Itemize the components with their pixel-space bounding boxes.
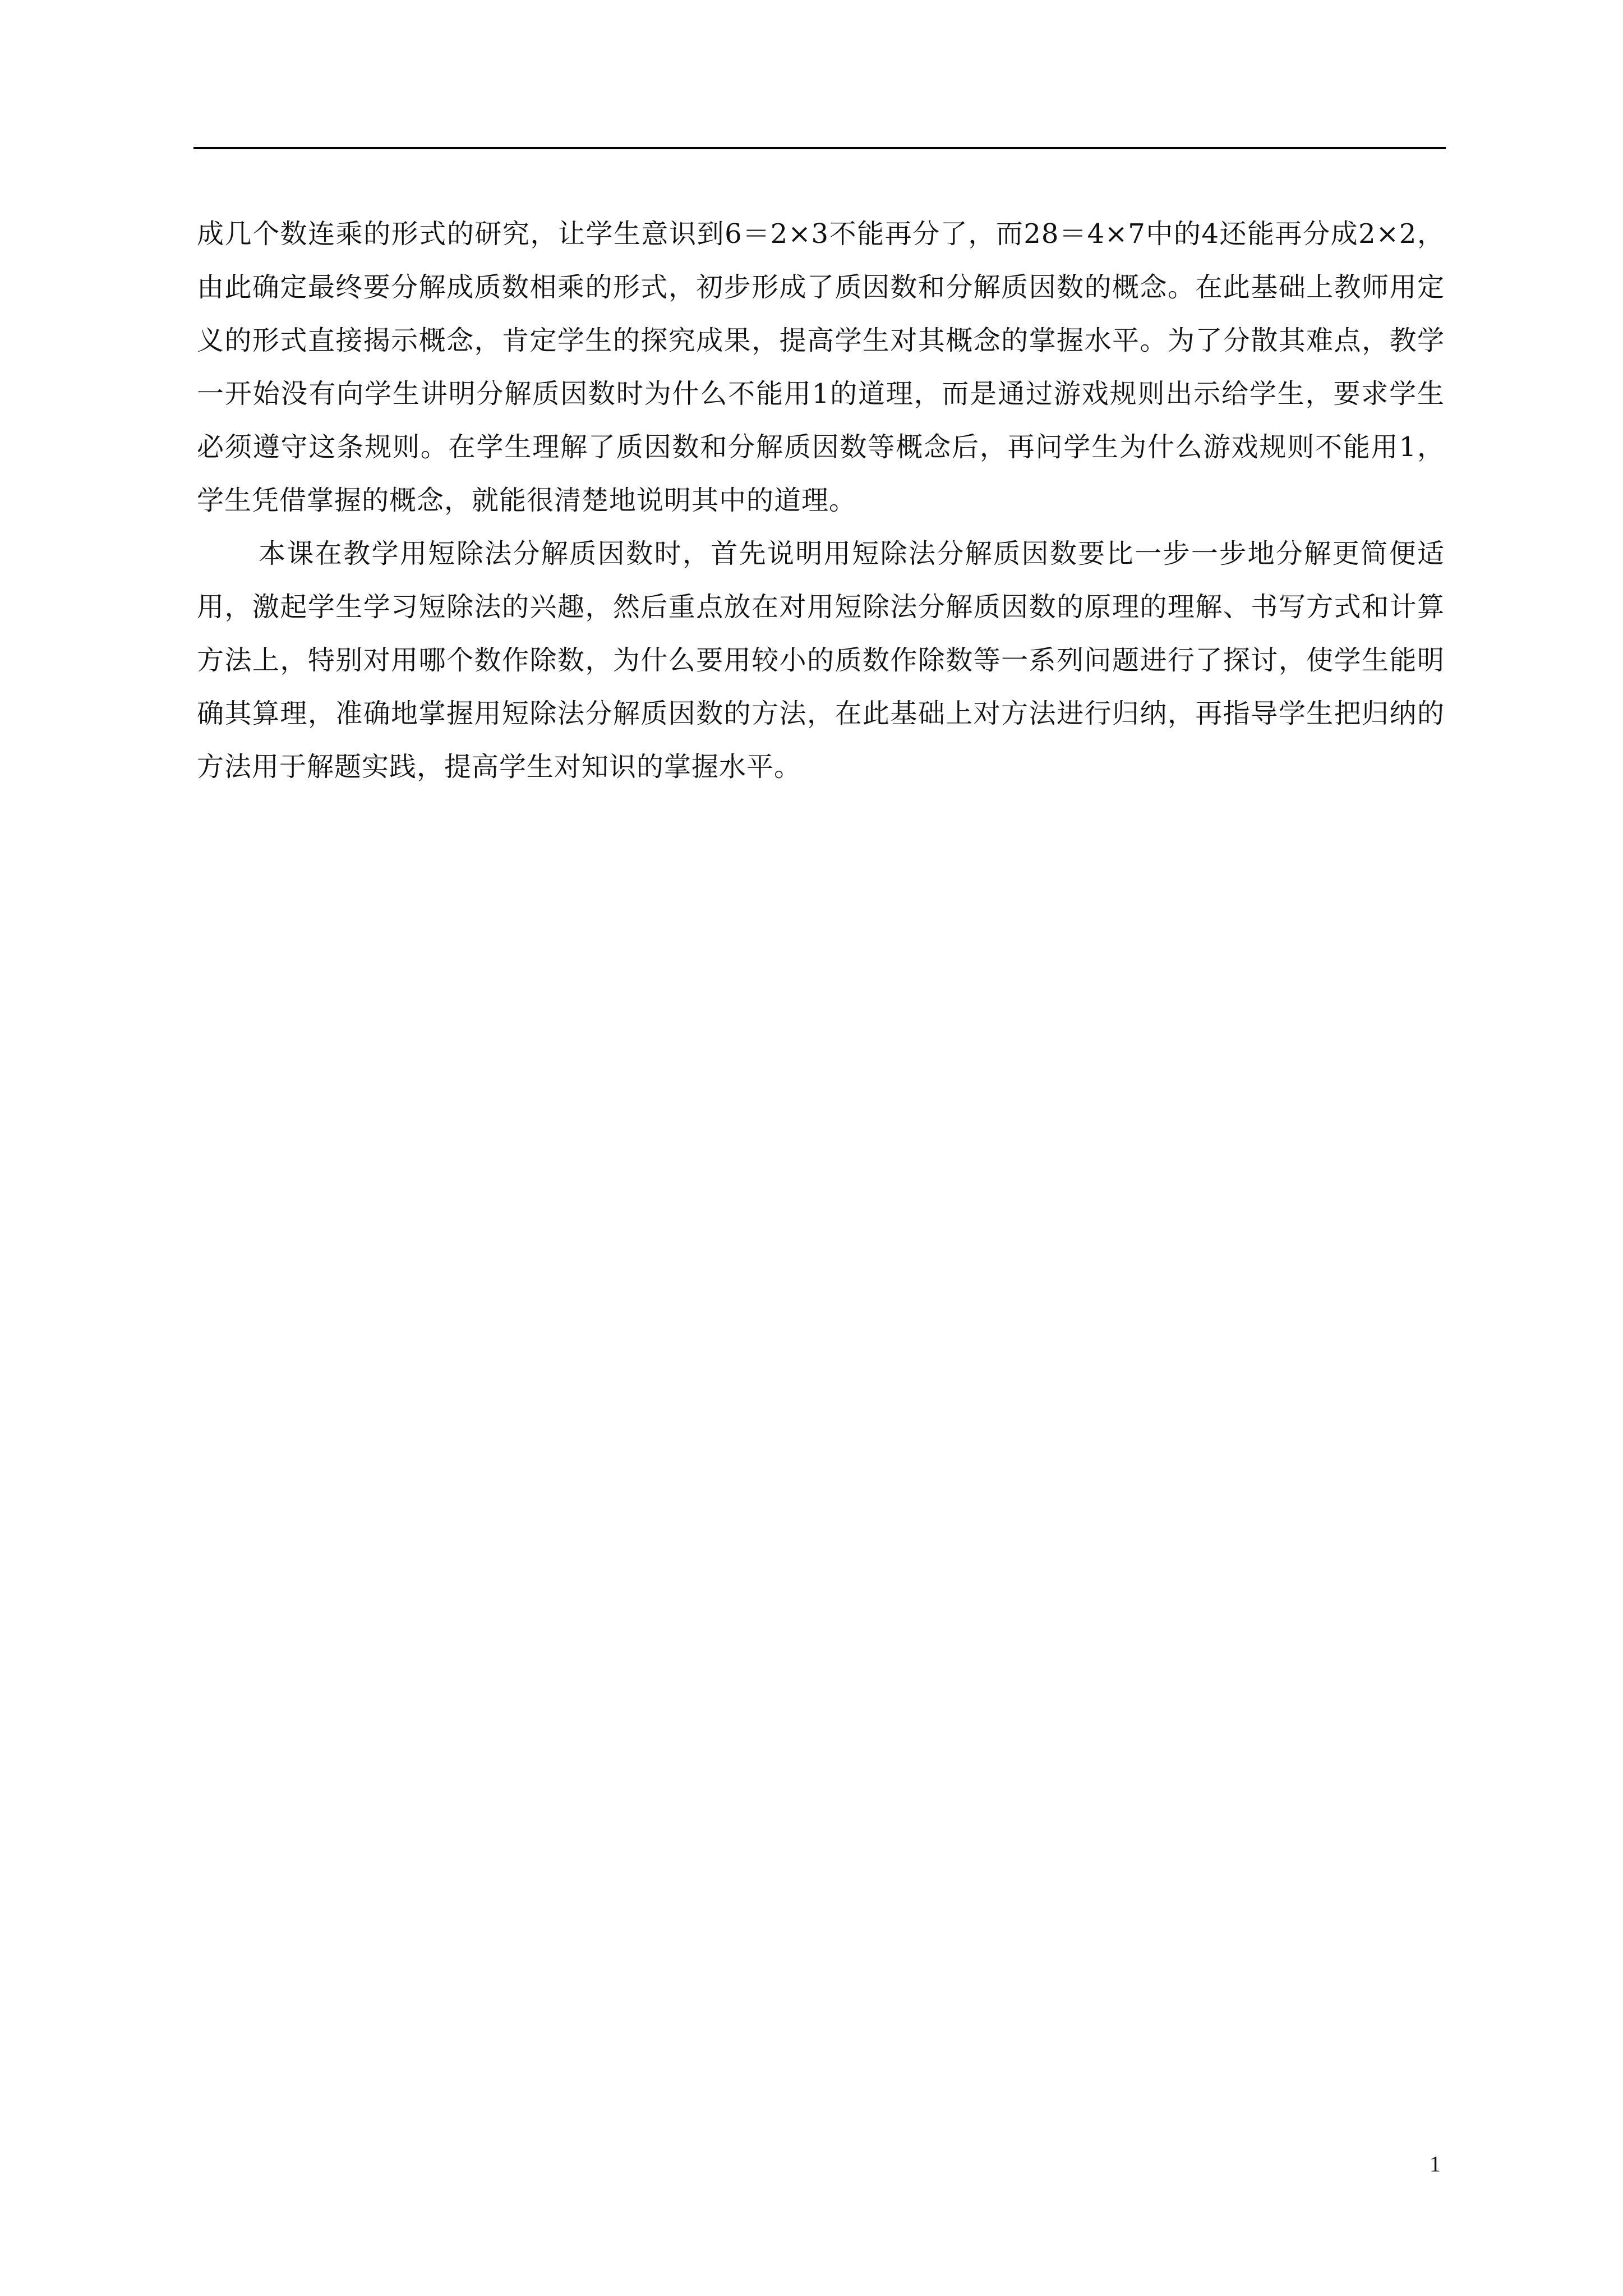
document-body bbox=[197, 208, 1445, 794]
page-number: 1 bbox=[1430, 2151, 1441, 2177]
header-rule bbox=[193, 147, 1446, 149]
paragraph-continued: 成几个数连乘的形式的研究，让学生意识到6＝2×3不能再分了，而28＝4×7中的4还能再分成2×2，由此确定最终要分解成质数相乘的形式，初步形成了质因数和分解质因数的概念。在此基础上教师用定义的形式直接揭示概念，肯定学生的探究成果，提高学生对其概念的掌握水平。为了分散其难点，教学一开始没有向学生讲明分解质因数时为什么不能用1的道理，而是通过游戏规则出示给学生，要求学生必须遵守这条规则。在学生理解了质因数和分解质因数等概念后，再问学生为什么游戏规则不能用1，学生凭借掌握的概念，就能很清楚地说明其中的道理。 bbox=[197, 218, 1445, 516]
paragraph-short-division: 本课在教学用短除法分解质因数时，首先说明用短除法分解质因数要比一步一步地分解更简便适用，激起学生学习短除法的兴趣，然后重点放在对用短除法分解质因数的原理的理解、书写方式和计算方法上，特别对用哪个数作除数，为什么要用较小的质数作除数等一系列问题进行了探讨，使学生能明确其算理，准确地掌握用短除法分解质因数的方法，在此基础上对方法进行归纳，再指导学生把归纳的方法用于解题实践，提高学生对知识的掌握水平。 bbox=[197, 538, 1445, 783]
